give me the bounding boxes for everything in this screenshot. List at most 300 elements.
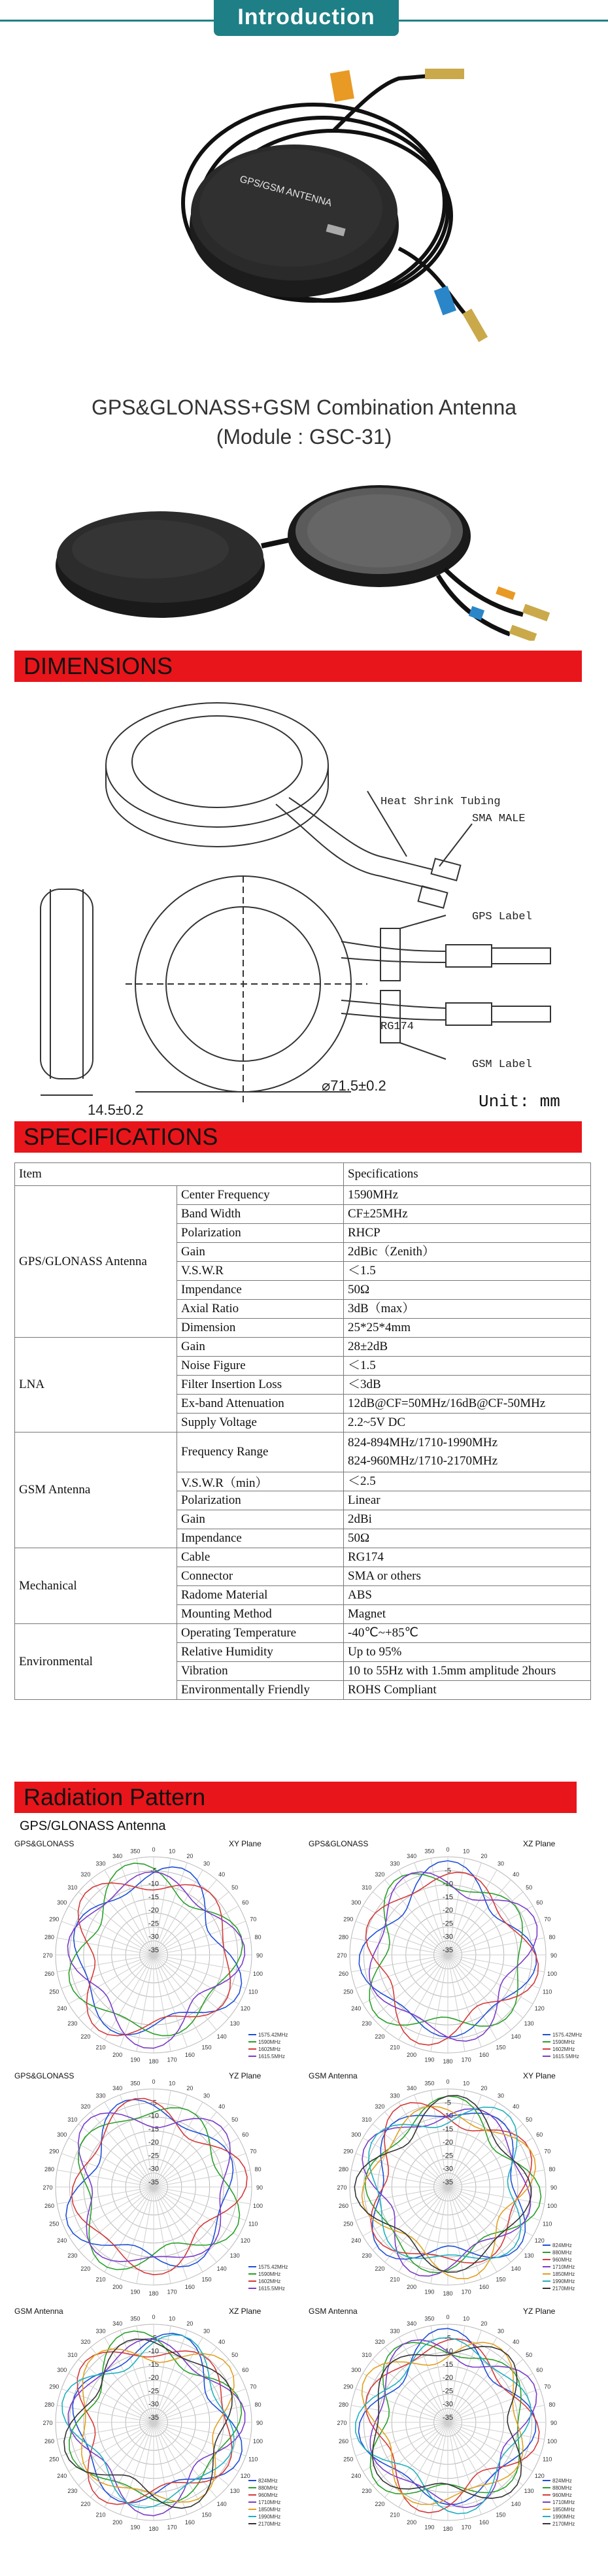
angle-tick-label: 150 [201, 2511, 212, 2518]
radial-tick-label: -25 [443, 2387, 453, 2396]
angle-tick-label: 170 [167, 2056, 177, 2063]
angle-tick-label: 280 [338, 2401, 348, 2408]
spec-value: 2dBic（Zenith） [344, 1243, 591, 1262]
angle-tick-label: 150 [201, 2044, 212, 2051]
radial-tick-label: -20 [443, 2374, 453, 2382]
angle-tick-label: 180 [443, 2290, 453, 2297]
angle-tick-label: 0 [152, 1846, 156, 1853]
label-sma-male: SMA MALE [472, 813, 526, 825]
angle-tick-label: 160 [479, 2519, 489, 2526]
legend-entry: 824MHz [552, 2478, 572, 2484]
legend-entry: 1590MHz [552, 2039, 575, 2045]
radial-tick-label: -5 [150, 2099, 157, 2107]
legend-entry: 1602MHz [258, 2046, 281, 2052]
spec-value: 10 to 55Hz with 1.5mm amplitude 2hours [344, 1662, 591, 1681]
angle-tick-label: 220 [375, 2265, 385, 2273]
spec-group-name: GSM Antenna [15, 1432, 177, 1548]
angle-tick-label: 0 [152, 2314, 156, 2320]
plot-title: GPS&GLONASS [309, 1839, 369, 1848]
angle-tick-label: 230 [362, 2488, 372, 2495]
angle-tick-label: 120 [534, 2005, 545, 2012]
angle-tick-label: 60 [536, 1899, 543, 1906]
angle-tick-label: 310 [362, 1884, 372, 1891]
legend-entry: 1990MHz [552, 2514, 575, 2520]
polar-plot [307, 2069, 595, 2298]
angle-tick-label: 40 [218, 2338, 226, 2345]
angle-tick-label: 330 [390, 2328, 400, 2335]
spec-parameter: Connector [177, 1567, 344, 1586]
radial-tick-label: -25 [148, 1920, 159, 1928]
legend-entry: 1575.42MHz [258, 2032, 288, 2038]
legend-entry: 1575.42MHz [552, 2032, 583, 2038]
angle-tick-label: 340 [407, 2320, 417, 2327]
angle-tick-label: 40 [218, 2103, 226, 2110]
angle-tick-label: 60 [242, 2131, 249, 2138]
legend-entry: 1710MHz [552, 2500, 575, 2505]
angle-tick-label: 110 [543, 1988, 552, 1995]
spec-value: Up to 95% [344, 1643, 591, 1662]
angle-tick-label: 310 [362, 2116, 372, 2123]
angle-tick-label: 110 [543, 2456, 552, 2463]
angle-tick-label: 250 [49, 2220, 59, 2228]
angle-tick-label: 60 [536, 2367, 543, 2373]
angle-tick-label: 30 [497, 1860, 505, 1867]
spec-row [15, 1624, 591, 1643]
angle-tick-label: 210 [95, 2511, 106, 2518]
legend-entry: 1850MHz [552, 2271, 575, 2277]
angle-tick-label: 130 [524, 2252, 534, 2260]
angle-tick-label: 210 [95, 2044, 106, 2051]
angle-tick-label: 330 [95, 2092, 106, 2099]
spec-value: ＜2.5 [344, 1472, 591, 1491]
legend-entry: 960MHz [258, 2492, 278, 2498]
spec-parameter: V.S.W.R（min） [177, 1472, 344, 1491]
spec-value: RG174 [344, 1548, 591, 1567]
radial-tick-label: -15 [148, 1893, 159, 1901]
angle-tick-label: 100 [253, 2203, 263, 2210]
angle-tick-label: 30 [497, 2328, 505, 2335]
label-rg174: RG174 [380, 1021, 414, 1033]
legend-entry: 1602MHz [258, 2279, 281, 2284]
spec-value: 824-894MHz/1710-1990MHz 824-960MHz/1710-2170MHz [344, 1432, 591, 1472]
radial-tick-label: -5 [445, 1867, 451, 1875]
radial-tick-label: -5 [445, 2334, 451, 2343]
angle-tick-label: 20 [186, 1852, 194, 1859]
angle-tick-label: 280 [44, 2401, 54, 2408]
angle-tick-label: 40 [218, 1871, 226, 1878]
label-height: 14.5±0.2 [88, 1102, 144, 1118]
spec-value: ROHS Compliant [344, 1681, 591, 1700]
radial-tick-label: -15 [443, 2125, 453, 2133]
polar-plot [307, 1837, 595, 2066]
angle-tick-label: 290 [343, 2383, 354, 2390]
spec-value: SMA or others [344, 1567, 591, 1586]
angle-tick-label: 90 [256, 2420, 263, 2426]
angle-tick-label: 300 [57, 2131, 67, 2138]
plot-title: GSM Antenna [309, 2307, 358, 2316]
spec-parameter: Impendance [177, 1281, 344, 1300]
angle-tick-label: 50 [231, 2116, 239, 2123]
angle-tick-label: 330 [390, 2092, 400, 2099]
legend-entry: 1590MHz [258, 2271, 281, 2277]
angle-tick-label: 230 [67, 2020, 78, 2027]
angle-tick-label: 110 [543, 2220, 552, 2228]
angle-tick-label: 300 [351, 1899, 362, 1906]
legend-entry: 1615.5MHz [258, 2054, 285, 2059]
spec-parameter: Ex-band Attenuation [177, 1395, 344, 1414]
spec-parameter: Impendance [177, 1529, 344, 1548]
angle-tick-label: 140 [216, 2033, 227, 2041]
dimensions-drawing [14, 693, 590, 1118]
angle-tick-label: 90 [256, 1952, 263, 1959]
angle-tick-label: 240 [57, 2473, 67, 2479]
plot-title: GPS&GLONASS [14, 1839, 75, 1848]
angle-tick-label: 30 [203, 2092, 211, 2099]
radial-tick-label: -10 [148, 2347, 159, 2356]
angle-tick-label: 210 [390, 2276, 400, 2283]
angle-tick-label: 0 [446, 1846, 450, 1853]
angle-tick-label: 190 [424, 2288, 435, 2296]
angle-tick-label: 200 [112, 2284, 123, 2291]
angle-tick-label: 300 [57, 2367, 67, 2373]
radial-tick-label: -30 [443, 2165, 453, 2173]
angle-tick-label: 280 [44, 1933, 54, 1940]
angle-tick-label: 270 [337, 1952, 347, 1959]
angle-tick-label: 270 [337, 2420, 347, 2426]
angle-tick-label: 40 [513, 2103, 520, 2110]
spec-parameter: Polarization [177, 1224, 344, 1243]
angle-tick-label: 210 [390, 2044, 400, 2051]
spec-value: 50Ω [344, 1529, 591, 1548]
angle-tick-label: 270 [42, 1952, 53, 1959]
legend-entry: 1615.5MHz [258, 2286, 285, 2292]
radiation-subheading: GPS/GLONASS Antenna [20, 1819, 166, 1833]
angle-tick-label: 160 [184, 2519, 195, 2526]
pattern-series-line [72, 2099, 247, 2275]
specifications-heading: SPECIFICATIONS [14, 1121, 582, 1153]
radial-tick-label: -35 [148, 2413, 159, 2422]
angle-tick-label: 220 [375, 2033, 385, 2041]
plot-plane-label: XY Plane [523, 2071, 556, 2080]
angle-tick-label: 350 [130, 1848, 141, 1855]
angle-tick-label: 90 [550, 1952, 558, 1959]
angle-tick-label: 170 [167, 2524, 177, 2531]
angle-tick-label: 220 [80, 2265, 91, 2273]
angle-tick-label: 240 [351, 2237, 362, 2244]
angle-tick-label: 250 [49, 2456, 59, 2463]
spec-parameter: Gain [177, 1243, 344, 1262]
angle-tick-label: 40 [513, 1871, 520, 1878]
radial-tick-label: -20 [148, 1907, 159, 1915]
angle-tick-label: 210 [95, 2276, 106, 2283]
angle-tick-label: 120 [534, 2237, 545, 2244]
angle-tick-label: 310 [67, 2116, 78, 2123]
angle-tick-label: 270 [337, 2184, 347, 2191]
angle-tick-label: 130 [229, 2020, 240, 2027]
plot-plane-label: XZ Plane [229, 2307, 262, 2316]
angle-tick-label: 40 [513, 2338, 520, 2345]
angle-tick-label: 0 [446, 2078, 450, 2085]
angle-tick-label: 160 [184, 2052, 195, 2059]
angle-tick-label: 70 [250, 2148, 257, 2155]
angle-tick-label: 340 [407, 1852, 417, 1859]
label-gsm: GSM Label [472, 1059, 532, 1071]
spec-parameter: Frequency Range [177, 1432, 344, 1472]
legend-entry: 2170MHz [552, 2521, 575, 2527]
angle-tick-label: 200 [407, 2052, 417, 2059]
angle-tick-label: 0 [152, 2078, 156, 2085]
spec-parameter: Gain [177, 1510, 344, 1529]
angle-tick-label: 320 [80, 2103, 91, 2110]
radial-tick-label: -10 [148, 2112, 159, 2120]
product-title: GPS&GLONASS+GSM Combination Antenna [91, 396, 517, 419]
angle-tick-label: 180 [443, 2058, 453, 2065]
angle-tick-label: 340 [112, 2320, 123, 2327]
angle-tick-label: 110 [248, 1988, 258, 1995]
angle-tick-label: 100 [253, 2438, 263, 2445]
angle-tick-label: 20 [186, 2084, 194, 2092]
angle-tick-label: 340 [407, 2084, 417, 2092]
spec-parameter: Environmentally Friendly [177, 1681, 344, 1700]
polar-plot [13, 2305, 301, 2534]
radial-tick-label: -30 [148, 2165, 159, 2173]
angle-tick-label: 100 [547, 1971, 558, 1978]
angle-tick-label: 190 [130, 2288, 141, 2296]
spec-value: 3dB（max） [344, 1300, 591, 1319]
spec-value: CF±25MHz [344, 1205, 591, 1224]
angle-tick-label: 230 [67, 2488, 78, 2495]
angle-tick-label: 240 [57, 2005, 67, 2012]
spec-value: Linear [344, 1491, 591, 1510]
angle-tick-label: 140 [511, 2501, 521, 2508]
angle-tick-label: 70 [250, 1916, 257, 1923]
spec-parameter: Cable [177, 1548, 344, 1567]
radial-tick-label: -30 [148, 2400, 159, 2409]
angle-tick-label: 50 [231, 2351, 239, 2358]
spec-parameter: Mounting Method [177, 1605, 344, 1624]
angle-tick-label: 50 [526, 2116, 533, 2123]
angle-tick-label: 110 [248, 2220, 258, 2228]
spec-value: 2dBi [344, 1510, 591, 1529]
angle-tick-label: 260 [338, 2438, 348, 2445]
angle-tick-label: 170 [461, 2524, 471, 2531]
polar-plot [13, 2069, 301, 2298]
angle-tick-label: 80 [549, 2165, 556, 2173]
legend-entry: 960MHz [552, 2257, 572, 2263]
product-photo-top [163, 52, 503, 360]
spec-parameter: Radome Material [177, 1586, 344, 1605]
radial-tick-label: -10 [443, 2112, 453, 2120]
radial-tick-label: -5 [445, 2099, 451, 2107]
angle-tick-label: 200 [112, 2052, 123, 2059]
spec-row [15, 1186, 591, 1205]
legend-entry: 824MHz [552, 2243, 572, 2248]
angle-tick-label: 250 [49, 1988, 59, 1995]
spec-value: ＜1.5 [344, 1262, 591, 1281]
angle-tick-label: 100 [253, 1971, 263, 1978]
angle-tick-label: 310 [362, 2351, 372, 2358]
radial-tick-label: -25 [443, 2152, 453, 2160]
angle-tick-label: 140 [216, 2265, 227, 2273]
angle-tick-label: 330 [95, 1860, 106, 1867]
spec-value: RHCP [344, 1224, 591, 1243]
legend-entry: 1575.42MHz [258, 2264, 288, 2270]
spec-header-item: Item [15, 1163, 344, 1186]
legend-entry: 1590MHz [258, 2039, 281, 2045]
angle-tick-label: 350 [424, 2315, 435, 2322]
legend-entry: 824MHz [258, 2478, 278, 2484]
angle-tick-label: 120 [240, 2005, 250, 2012]
legend-entry: 2170MHz [258, 2521, 281, 2527]
radial-tick-label: -10 [443, 2347, 453, 2356]
angle-tick-label: 260 [44, 2438, 54, 2445]
radial-tick-label: -35 [443, 1946, 453, 1954]
spec-value: 12dB@CF=50MHz/16dB@CF-50MHz [344, 1395, 591, 1414]
radial-tick-label: -15 [148, 2125, 159, 2133]
angle-tick-label: 320 [80, 2338, 91, 2345]
radial-tick-label: -10 [148, 1880, 159, 1888]
legend-entry: 1850MHz [258, 2507, 281, 2513]
angle-tick-label: 170 [461, 2288, 471, 2296]
angle-tick-label: 240 [351, 2473, 362, 2479]
spec-value: 2.2~5V DC [344, 1414, 591, 1432]
angle-tick-label: 160 [184, 2284, 195, 2291]
radial-tick-label: -5 [150, 2334, 157, 2343]
radial-tick-label: -20 [443, 2139, 453, 2147]
spec-value: ＜1.5 [344, 1357, 591, 1376]
angle-tick-label: 140 [216, 2501, 227, 2508]
angle-tick-label: 250 [343, 1988, 354, 1995]
angle-tick-label: 90 [550, 2420, 558, 2426]
legend-entry: 1990MHz [258, 2514, 281, 2520]
angle-tick-label: 180 [443, 2526, 453, 2532]
angle-tick-label: 100 [547, 2203, 558, 2210]
angle-tick-label: 240 [351, 2005, 362, 2012]
angle-tick-label: 350 [130, 2080, 141, 2087]
spec-group-name: LNA [15, 1338, 177, 1432]
angle-tick-label: 220 [375, 2501, 385, 2508]
angle-tick-label: 130 [524, 2488, 534, 2495]
label-diameter: ⌀71.5±0.2 [322, 1077, 386, 1094]
spec-value: 50Ω [344, 1281, 591, 1300]
angle-tick-label: 290 [49, 2383, 59, 2390]
spec-parameter: Noise Figure [177, 1357, 344, 1376]
angle-tick-label: 310 [67, 2351, 78, 2358]
angle-tick-label: 120 [240, 2237, 250, 2244]
angle-tick-label: 160 [479, 2284, 489, 2291]
radial-tick-label: -15 [443, 1893, 453, 1901]
plot-plane-label: YZ Plane [523, 2307, 556, 2316]
spec-parameter: Polarization [177, 1491, 344, 1510]
radial-tick-label: -35 [148, 1946, 159, 1954]
angle-tick-label: 310 [67, 1884, 78, 1891]
angle-tick-label: 350 [424, 2080, 435, 2087]
angle-tick-label: 340 [112, 1852, 123, 1859]
plot-title: GSM Antenna [309, 2071, 358, 2080]
radial-tick-label: -25 [443, 1920, 453, 1928]
angle-tick-label: 340 [112, 2084, 123, 2092]
spec-parameter: Operating Temperature [177, 1624, 344, 1643]
angle-tick-label: 200 [407, 2519, 417, 2526]
angle-tick-label: 20 [481, 1852, 488, 1859]
angle-tick-label: 50 [526, 1884, 533, 1891]
angle-tick-label: 130 [524, 2020, 534, 2027]
angle-tick-label: 200 [112, 2519, 123, 2526]
angle-tick-label: 20 [481, 2084, 488, 2092]
spec-row [15, 1432, 591, 1472]
angle-tick-label: 30 [497, 2092, 505, 2099]
radiation-heading: Radiation Pattern [14, 1782, 577, 1813]
angle-tick-label: 250 [343, 2220, 354, 2228]
radial-tick-label: -35 [148, 2178, 159, 2186]
angle-tick-label: 120 [534, 2473, 545, 2479]
angle-tick-label: 10 [169, 2315, 176, 2322]
plot-plane-label: XY Plane [229, 1839, 262, 1848]
angle-tick-label: 290 [49, 1916, 59, 1923]
spec-parameter: Supply Voltage [177, 1414, 344, 1432]
angle-tick-label: 260 [44, 2203, 54, 2210]
angle-tick-label: 320 [375, 2103, 385, 2110]
angle-tick-label: 60 [242, 1899, 249, 1906]
angle-tick-label: 60 [536, 2131, 543, 2138]
angle-tick-label: 70 [544, 2383, 551, 2390]
plot-plane-label: XZ Plane [523, 1839, 556, 1848]
spec-row [15, 1338, 591, 1357]
plot-title: GSM Antenna [14, 2307, 63, 2316]
angle-tick-label: 90 [256, 2184, 263, 2191]
product-module: (Module : GSC-31) [216, 425, 392, 449]
radial-tick-label: -15 [443, 2360, 453, 2369]
angle-tick-label: 300 [351, 2367, 362, 2373]
radial-tick-label: -35 [443, 2413, 453, 2422]
angle-tick-label: 80 [549, 1933, 556, 1940]
radial-tick-label: -20 [443, 1907, 453, 1915]
angle-tick-label: 190 [130, 2056, 141, 2063]
radial-tick-label: -30 [443, 2400, 453, 2409]
angle-tick-label: 320 [375, 2338, 385, 2345]
angle-tick-label: 280 [338, 1933, 348, 1940]
spec-parameter: Gain [177, 1338, 344, 1357]
spec-parameter: Center Frequency [177, 1186, 344, 1205]
radial-tick-label: -20 [148, 2139, 159, 2147]
angle-tick-label: 330 [390, 1860, 400, 1867]
spec-group-name: Mechanical [15, 1548, 177, 1624]
angle-tick-label: 230 [362, 2020, 372, 2027]
angle-tick-label: 270 [42, 2420, 53, 2426]
angle-tick-label: 230 [362, 2252, 372, 2260]
angle-tick-label: 280 [44, 2165, 54, 2173]
spec-header-specifications: Specifications [344, 1163, 591, 1186]
angle-tick-label: 280 [338, 2165, 348, 2173]
spec-value: 25*25*4mm [344, 1319, 591, 1338]
polar-plot [307, 2305, 595, 2534]
angle-tick-label: 190 [424, 2524, 435, 2531]
angle-tick-label: 150 [201, 2276, 212, 2283]
angle-tick-label: 60 [242, 2367, 249, 2373]
spec-group-name: Environmental [15, 1624, 177, 1700]
angle-tick-label: 290 [343, 2148, 354, 2155]
angle-tick-label: 130 [229, 2252, 240, 2260]
legend-entry: 1990MHz [552, 2279, 575, 2284]
angle-tick-label: 330 [95, 2328, 106, 2335]
spec-parameter: Filter Insertion Loss [177, 1376, 344, 1395]
product-photo-side [52, 484, 575, 641]
angle-tick-label: 260 [44, 1971, 54, 1978]
spec-parameter: Axial Ratio [177, 1300, 344, 1319]
spec-value: 1590MHz [344, 1186, 591, 1205]
angle-tick-label: 130 [229, 2488, 240, 2495]
angle-tick-label: 160 [479, 2052, 489, 2059]
